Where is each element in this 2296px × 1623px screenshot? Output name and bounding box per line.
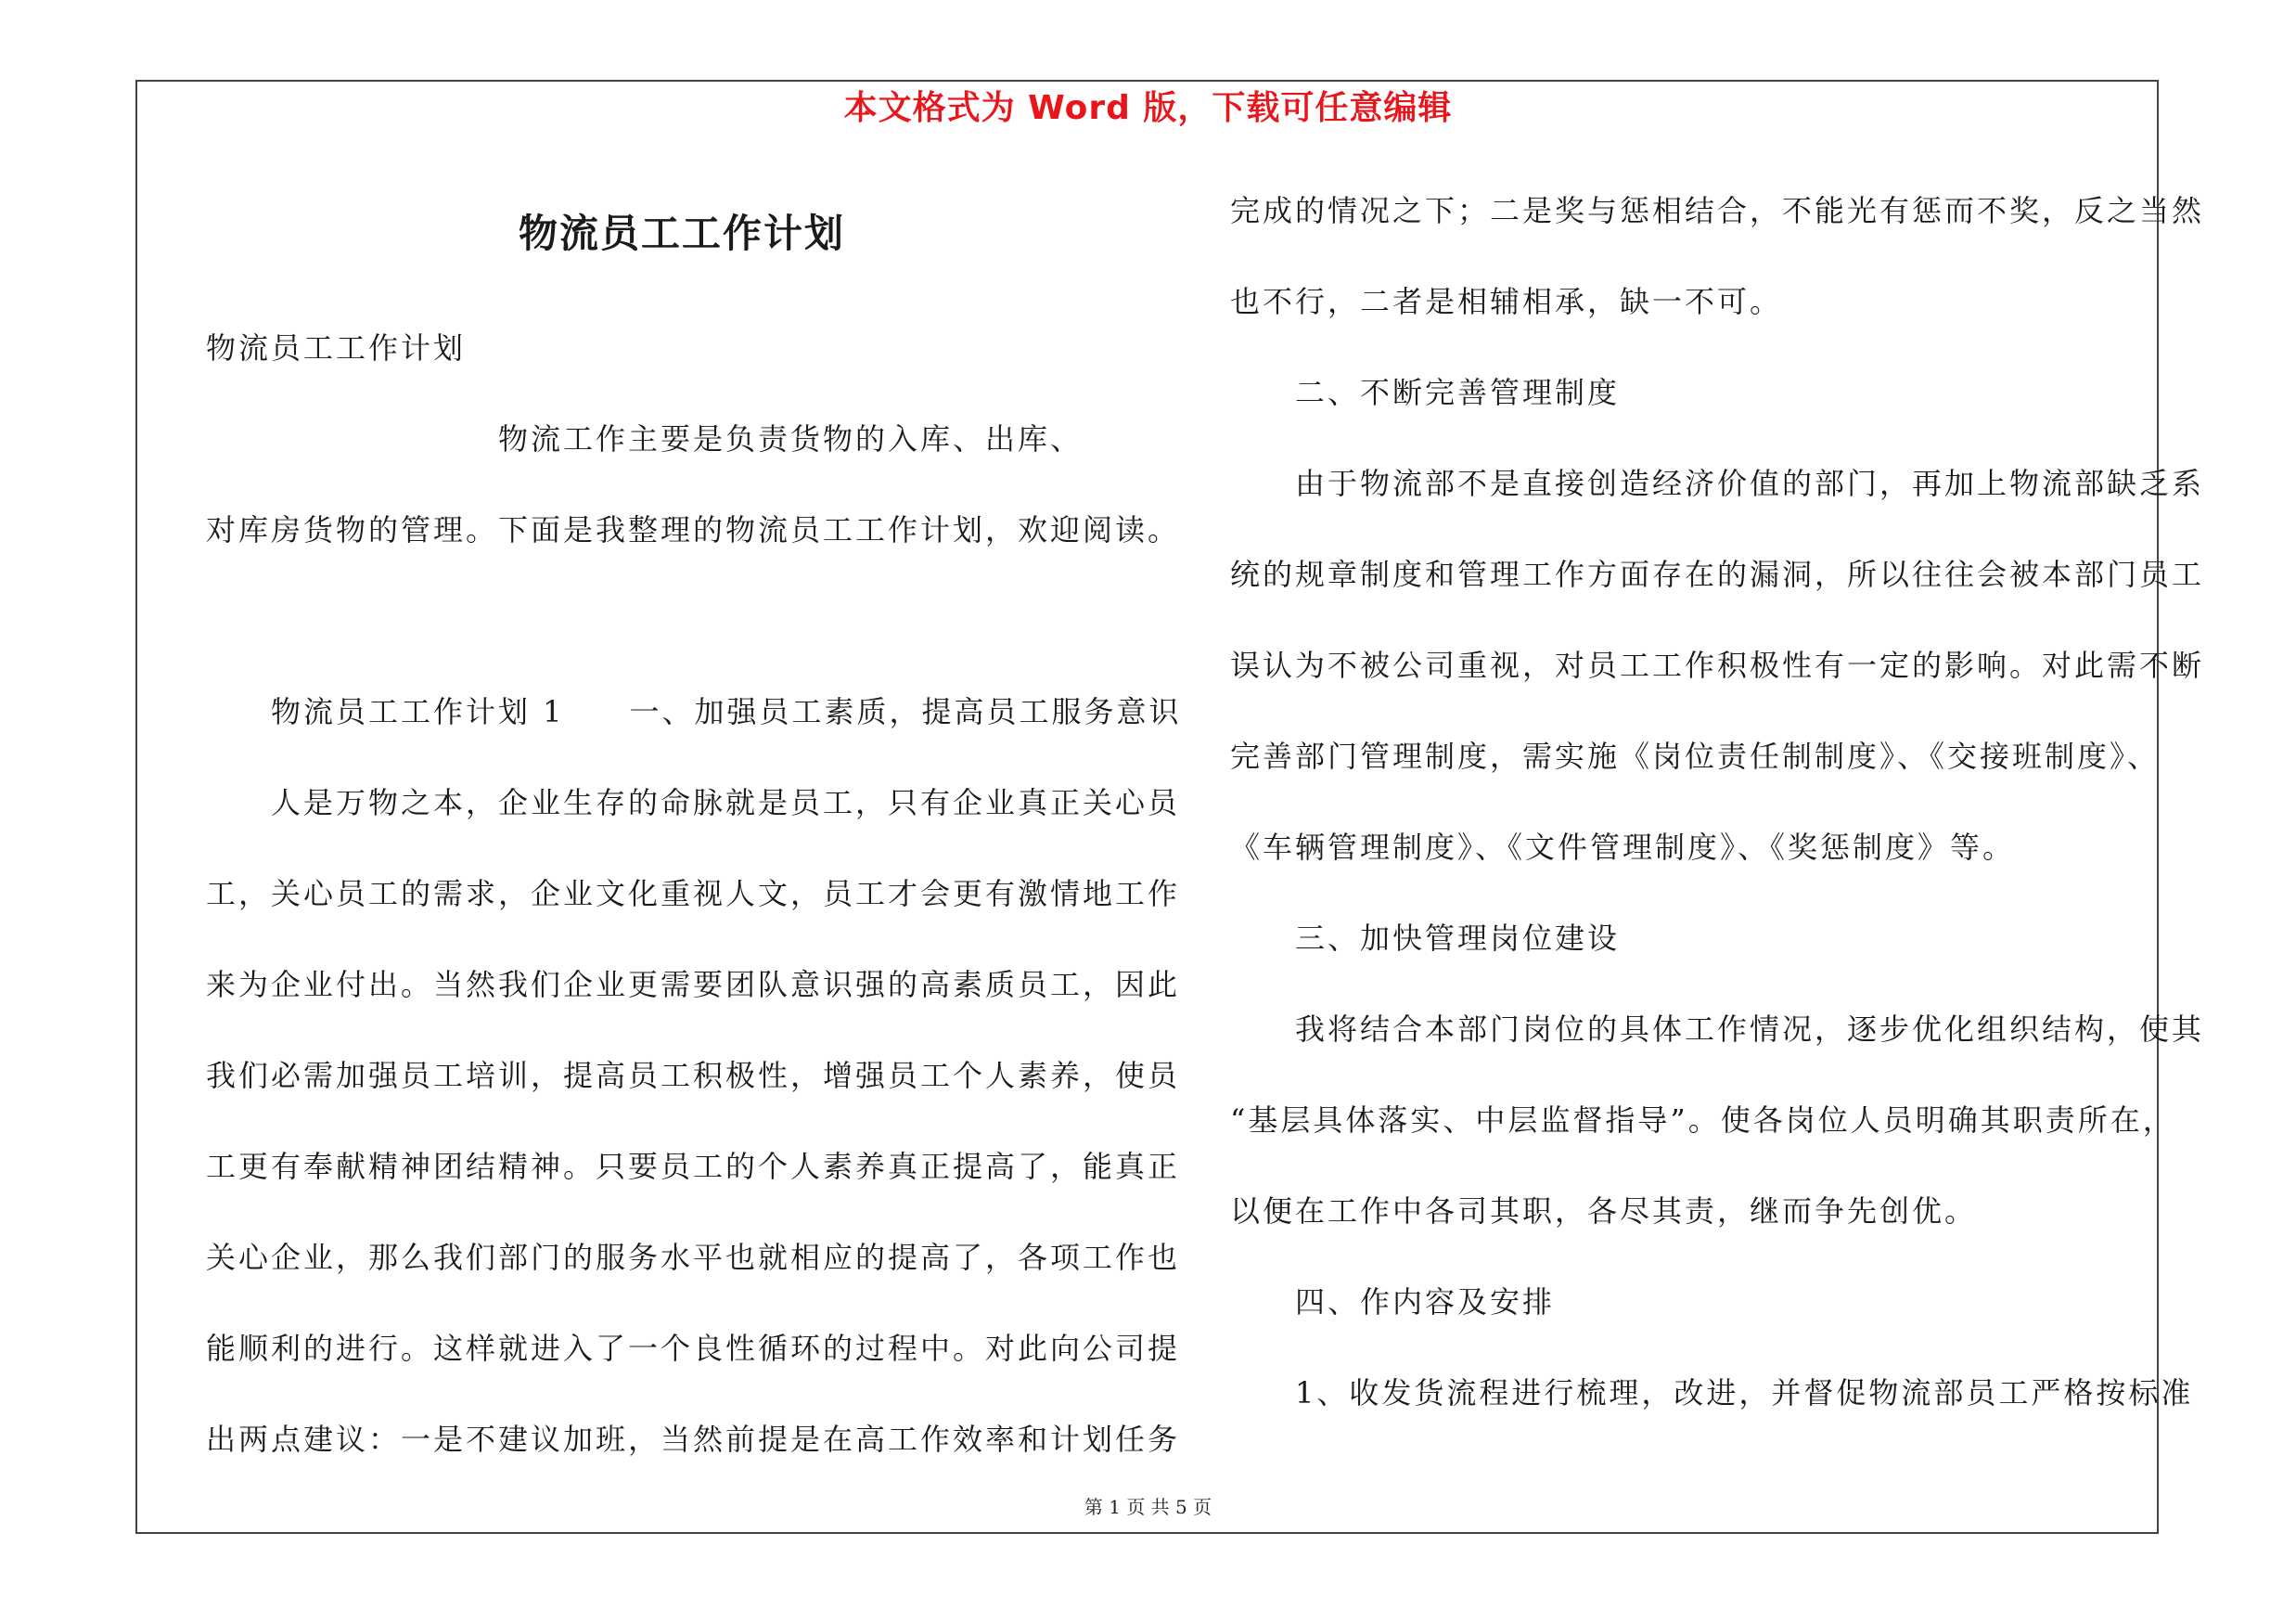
paragraph-line: 来为企业付出。当然我们企业更需要团队意识强的高素质员工，因此 <box>206 967 1181 1002</box>
blank-line <box>206 575 1161 666</box>
paragraph-line: 误认为不被公司重视，对员工工作积极性有一定的影响。对此需不断 <box>1230 648 2205 683</box>
paragraph-line: 物流员工工作计划 1 一、加强员工素质，提高员工服务意识 <box>206 694 1182 729</box>
paragraph-line: 1、收发货流程进行梳理，改进，并督促物流部员工严格按标准 <box>1230 1375 2194 1410</box>
paragraph-line: 物流员工工作计划 <box>206 330 467 366</box>
section-heading: 二、不断完善管理制度 <box>1230 375 1621 410</box>
paragraph-line: 统的规章制度和管理工作方面存在的漏洞，所以往往会被本部门员工 <box>1230 557 2205 592</box>
paragraph-line: 工，关心员工的需求，企业文化重视人文，员工才会更有激情地工作 <box>206 876 1181 911</box>
paragraph-line: 《车辆管理制度》、《文件管理制度》、《奖惩制度》等。 <box>1230 830 2016 865</box>
paragraph-line: 物流工作主要是负责货物的入库、出库、 <box>206 421 1084 457</box>
paragraph-line: 完成的情况之下；二是奖与惩相结合，不能光有惩而不奖，反之当然 <box>1230 193 2205 228</box>
paragraph-line: 关心企业，那么我们部门的服务水平也就相应的提高了，各项工作也 <box>206 1240 1181 1275</box>
right-column <box>1230 165 2205 1438</box>
paragraph-line: 完善部门管理制度，需实施《岗位责任制制度》、《交接班制度》、 <box>1230 739 2161 774</box>
format-banner: 本文格式为 Word 版，下载可任意编辑 <box>843 89 1453 127</box>
paragraph-line: 我们必需加强员工培训，提高员工积极性，增强员工个人素养，使员 <box>206 1058 1181 1093</box>
section-heading: 三、加快管理岗位建设 <box>1230 921 1621 956</box>
paragraph-line: 能顺利的进行。这样就进入了一个良性循环的过程中。对此向公司提 <box>206 1331 1181 1366</box>
paragraph-line: 出两点建议：一是不建议加班，当然前提是在高工作效率和计划任务 <box>206 1422 1181 1457</box>
paragraph-line: 也不行，二者是相辅相承，缺一不可。 <box>1230 284 1783 319</box>
section-heading: 四、作内容及安排 <box>1230 1284 1556 1320</box>
paragraph-line: 工更有奉献精神团结精神。只要员工的个人素养真正提高了，能真正 <box>206 1149 1181 1184</box>
paragraph-line: 人是万物之本，企业生存的命脉就是员工，只有企业真正关心员 <box>206 785 1181 820</box>
paragraph-line: 由于物流部不是直接创造经济价值的部门，再加上物流部缺乏系 <box>1230 466 2205 501</box>
paragraph-line: 我将结合本部门岗位的具体工作情况，逐步优化组织结构，使其 <box>1230 1011 2205 1047</box>
paragraph-line: “基层具体落实、中层监督指导”。使各岗位人员明确其职责所在， <box>1230 1102 2175 1138</box>
paragraph-line: 对库房货物的管理。下面是我整理的物流员工工作计划，欢迎阅读。 <box>206 512 1181 547</box>
paragraph-line: 以便在工作中各司其职，各尽其责，继而争先创优。 <box>1230 1193 1978 1229</box>
document-title: 物流员工工作计划 <box>518 211 845 256</box>
left-column <box>206 303 1182 1485</box>
page-footer: 第 1 页 共 5 页 <box>1084 1496 1212 1518</box>
